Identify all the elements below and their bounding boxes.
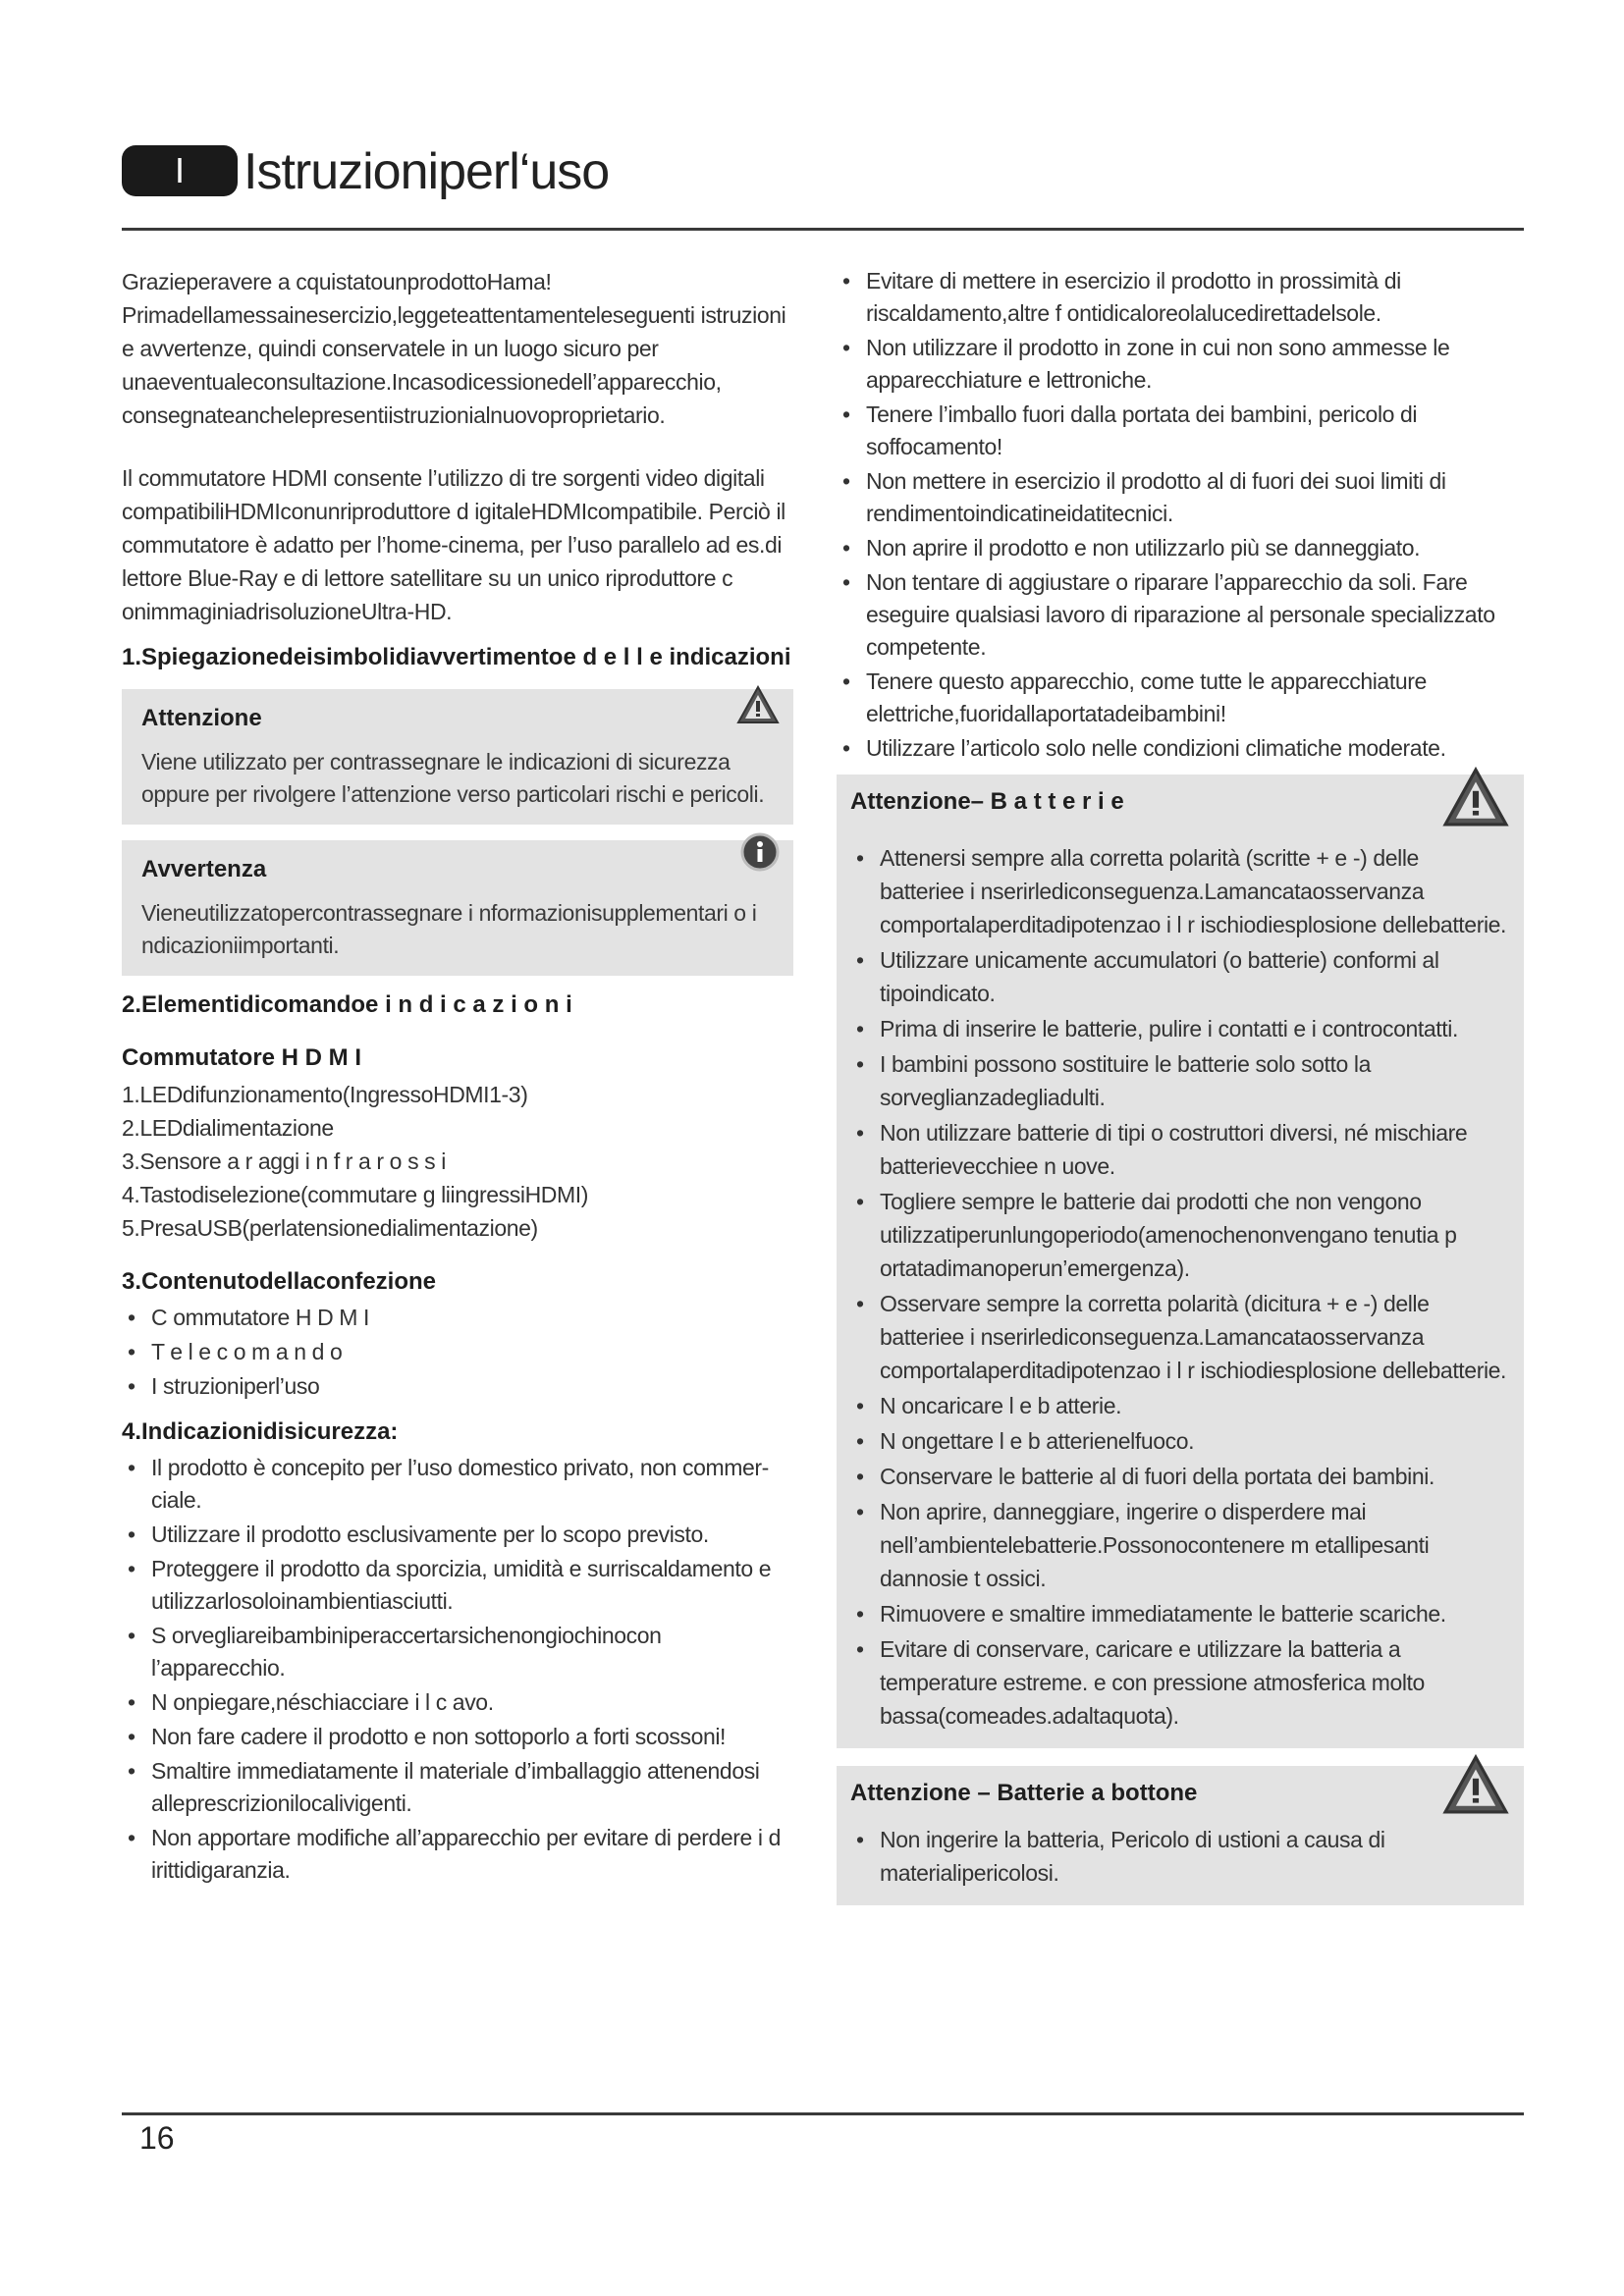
list-item: • Osservare sempre la corretta polarità (dicitura + e -) delle batteriee i nserirlediconseguenza.Lamancataosservanza comportalaperditadipotenzao i l r ischiodiesplosione dellebatterie. — [850, 1287, 1508, 1387]
list-item: • Non ingerire la batteria, Pericolo di ustioni a causa di materialipericolosi. — [850, 1823, 1508, 1890]
page-number: 16 — [139, 2120, 175, 2156]
package-contents-list — [122, 1302, 793, 1403]
list-item: • N oncaricare l e b atterie. — [850, 1389, 1508, 1422]
battery-warning-box — [837, 774, 1524, 1748]
list-item: • I struzioniperl’uso — [122, 1370, 793, 1403]
warning-triangle-icon — [1441, 1754, 1510, 1820]
list-item: • Conservare le batterie al di fuori della portata dei bambini. — [850, 1460, 1508, 1493]
list-item: 2.LEDdialimentazione — [122, 1115, 334, 1141]
list-item: • Utilizzare unicamente accumulatori (o batterie) conformi al tipoindicato. — [850, 943, 1508, 1010]
warning-triangle-icon — [736, 685, 780, 729]
footer-divider — [122, 2112, 1524, 2115]
list-item: • Il prodotto è concepito per l’uso domestico privato, non commer-ciale. — [122, 1452, 793, 1517]
language-badge: I — [122, 145, 238, 196]
list-item: • Prima di inserire le batterie, pulire i contatti e i controcontatti. — [850, 1012, 1508, 1045]
right-column — [837, 265, 1524, 1905]
note-box-text: Vieneutilizzatopercontrassegnare i nformazionisupplementari o i ndicazioniimportanti. — [141, 900, 757, 958]
section-1-heading: 1.Spiegazionedeisimbolidiavvertimentoe d e l l e indicazioni — [122, 644, 791, 670]
list-item: • Rimuovere e smaltire immediatamente le batterie scariche. — [850, 1597, 1508, 1630]
safety-list-right — [837, 265, 1524, 765]
attention-box — [122, 689, 793, 825]
list-item: • I bambini possono sostituire le batterie solo sotto la sorveglianzadegliadulti. — [850, 1047, 1508, 1114]
intro-description: Il commutatore HDMI consente l’utilizzo di tre sorgenti video digitali compatibiliHDMIconunriproduttore d igitaleHDMIcompatibile. Perciò il commutatore è adatto per l’home-cinema, per l’uso parallelo ad es.di lettore Blue-Ray e di lettore satellitare su un unico riproduttore c onimmaginiadrisoluzioneUltra-HD. — [122, 465, 785, 624]
list-item: • S orvegliareibambiniperaccertarsichenongiochinocon l’apparecchio. — [122, 1620, 793, 1684]
list-item: • Togliere sempre le batterie dai prodotti che non vengono utilizzatiperunlungoperiodo(amenochenonvengano tenutia p ortatadimanoperun’emergenza). — [850, 1185, 1508, 1285]
battery-box-title: Attenzione– B a t t e r i e — [850, 788, 1124, 815]
header-divider — [122, 228, 1524, 231]
list-item: • Non aprire il prodotto e non utilizzarlo più se danneggiato. — [837, 532, 1524, 564]
warning-triangle-icon — [1441, 767, 1510, 832]
list-item: 5.PresaUSB(perlatensionedialimentazione) — [122, 1215, 538, 1241]
list-item: 4.Tastodiselezione(commutare g liingressiHDMI) — [122, 1182, 588, 1207]
list-item: • Non mettere in esercizio il prodotto al di fuori dei suoi limiti di rendimentoindicatineidatitecnici. — [837, 465, 1524, 530]
list-item: 3.Sensore a r aggi i n f r a r o s s i — [122, 1148, 446, 1174]
left-column — [122, 265, 793, 1889]
list-item: 1.LEDdifunzionamento(IngressoHDMI1-3) — [122, 1082, 528, 1107]
list-item: • Non utilizzare batterie di tipi o costruttori diversi, né mischiare batterievecchiee n uove. — [850, 1116, 1508, 1183]
list-item: • Tenere l’imballo fuori dalla portata dei bambini, pericolo di soffocamento! — [837, 399, 1524, 463]
section-4-heading: 4.Indicazionidisicurezza: — [122, 1418, 399, 1445]
button-battery-box-title: Attenzione – Batterie a bottone — [850, 1780, 1198, 1806]
list-item: • Evitare di mettere in esercizio il prodotto in prossimità di riscaldamento,altre f ontidicaloreolalucedirettadelsole. — [837, 265, 1524, 330]
button-battery-warning-box — [837, 1766, 1524, 1905]
list-item: • Non apportare modifiche all’apparecchio per evitare di perdere i d irittidigaranzia. — [122, 1822, 793, 1887]
attention-box-title: Attenzione — [141, 705, 262, 731]
page-header — [122, 135, 1524, 234]
list-item: • Evitare di conservare, caricare e utilizzare la batteria a temperature estreme. e con pressione atmosferica molto bassa(comeades.adaltaquota). — [850, 1632, 1508, 1733]
page-title: Istruzioniperl‘uso — [244, 143, 610, 200]
list-item: • Proteggere il prodotto da sporcizia, umidità e surriscaldamento e utilizzarlosoloinambientiasciutti. — [122, 1553, 793, 1618]
list-item: • Utilizzare il prodotto esclusivamente per lo scopo previsto. — [122, 1519, 793, 1551]
list-item: • Utilizzare l’articolo solo nelle condizioni climatiche moderate. — [837, 732, 1524, 765]
note-box — [122, 840, 793, 976]
section-2-heading: 2.Elementidicomandoe i n d i c a z i o n i — [122, 991, 572, 1018]
list-item: • Attenersi sempre alla corretta polarità (scritte + e -) delle batteriee i nserirlediconseguenza.Lamancataosservanza comportalaperditadipotenzao i l r ischiodiesplosione dellebatterie. — [850, 841, 1508, 941]
button-battery-list — [850, 1823, 1508, 1890]
list-item: • Non fare cadere il prodotto e non sottoporlo a forti scossoni! — [122, 1721, 793, 1753]
list-item: • Smaltire immediatamente il materiale d’imballaggio attenendosi alleprescrizionilocalivigenti. — [122, 1755, 793, 1820]
battery-list — [850, 841, 1508, 1733]
safety-list-left — [122, 1452, 793, 1887]
section-3-heading: 3.Contenutodellaconfezione — [122, 1268, 437, 1295]
intro-greeting: Grazieperavere a cquistatounprodottoHama! — [122, 269, 552, 294]
info-circle-icon — [740, 832, 780, 877]
section-2-subheading: Commutatore H D M I — [122, 1044, 362, 1071]
list-item: • Non tentare di aggiustare o riparare l’apparecchio da soli. Fare eseguire qualsiasi lavoro di riparazione al personale specializzato competente. — [837, 566, 1524, 664]
intro-instructions: Primadellamessainesercizio,leggeteattentamenteleseguenti istruzioni e avvertenze, quindi conservatele in un luogo sicuro per unaeventualeconsultazione.Incasodicessionedell’apparecchio, consegnateanchelepresentiistruzionialnuovoproprietario. — [122, 302, 786, 428]
list-item: • N ongettare l e b atterienelfuoco. — [850, 1424, 1508, 1458]
list-item: • Non utilizzare il prodotto in zone in cui non sono ammesse le apparecchiature e lettroniche. — [837, 332, 1524, 397]
note-box-title: Avvertenza — [141, 856, 267, 882]
list-item: • Non aprire, danneggiare, ingerire o disperdere mai nell’ambientelebatterie.Possonocontenere m etallipesanti dannosie t ossici. — [850, 1495, 1508, 1595]
list-item: • T e l e c o m a n d o — [122, 1336, 793, 1368]
list-item: • Tenere questo apparecchio, come tutte le apparecchiature elettriche,fuoridallaportatadeibambini! — [837, 666, 1524, 730]
attention-box-text: Viene utilizzato per contrassegnare le indicazioni di sicurezza oppure per rivolgere l’attenzione verso particolari rischi e pericoli. — [141, 749, 765, 807]
list-item: • N onpiegare,néschiacciare i l c avo. — [122, 1686, 793, 1719]
controls-list — [122, 1078, 793, 1245]
list-item: • C ommutatore H D M I — [122, 1302, 793, 1334]
